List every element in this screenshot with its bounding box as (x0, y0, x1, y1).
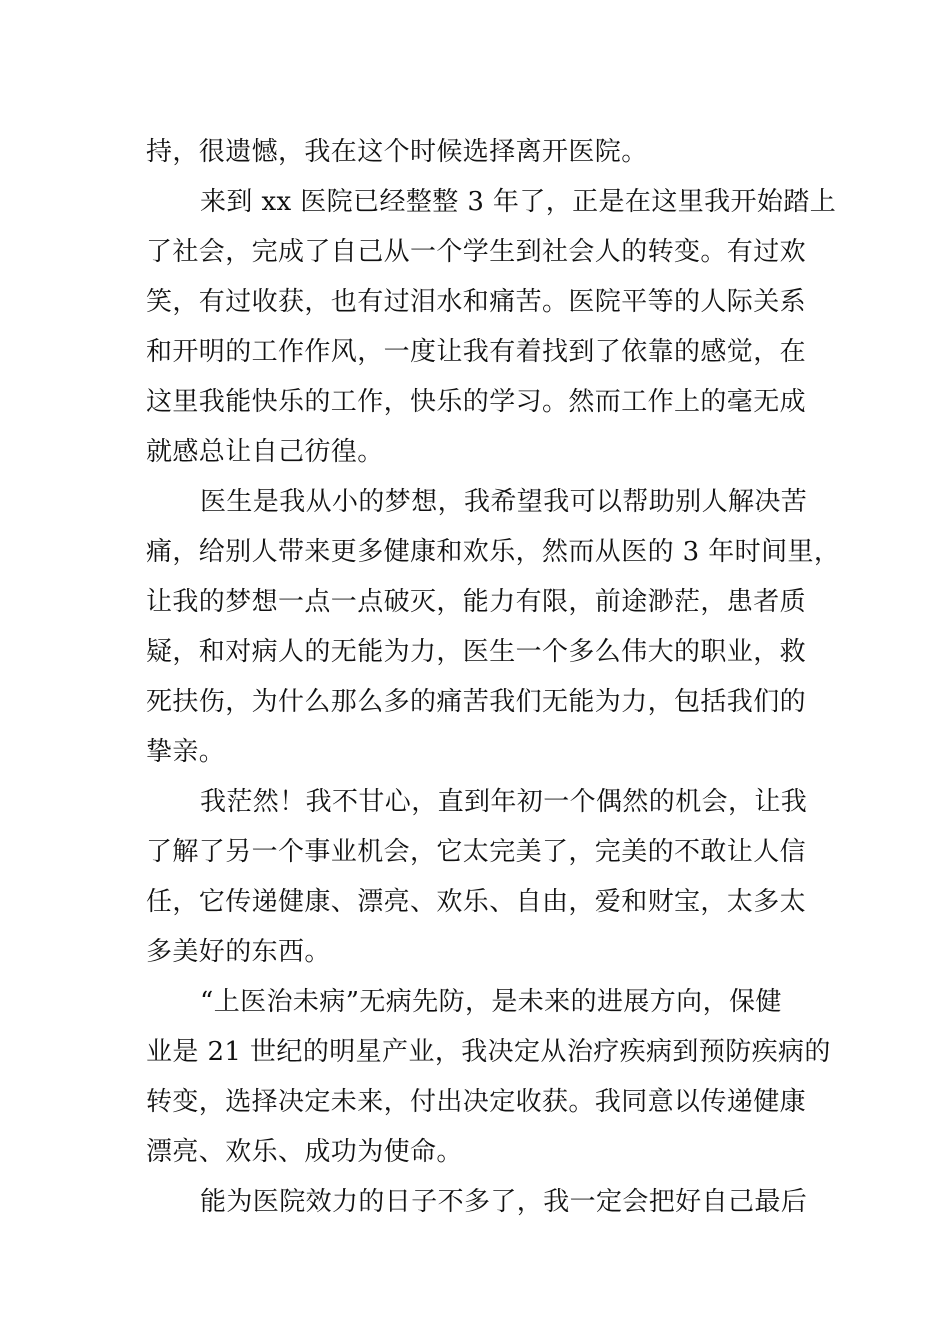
text-line: 痛，给别人带来更多健康和欢乐，然而从医的 3 年时间里， (146, 537, 841, 567)
text-line: 漂亮、欢乐、成功为使命。 (146, 1137, 463, 1167)
text-line: 死扶伤，为什么那么多的痛苦我们无能为力，包括我们的 (146, 687, 807, 717)
text-line: 笑，有过收获，也有过泪水和痛苦。医院平等的人际关系 (146, 287, 807, 317)
text-line: 持，很遗憾，我在这个时候选择离开医院。 (146, 137, 648, 167)
body-text (146, 127, 841, 1227)
text-line: 业是 21 世纪的明星产业，我决定从治疗疾病到预防疾病的 (146, 1037, 831, 1067)
text-line: 挚亲。 (146, 737, 226, 767)
text-line: 疑，和对病人的无能为力，医生一个多么伟大的职业，救 (146, 637, 807, 667)
text-line: 了社会，完成了自己从一个学生到社会人的转变。有过欢 (146, 237, 807, 267)
paragraph-first-line: 能为医院效力的日子不多了，我一定会把好自己最后 (200, 1187, 808, 1217)
text-line: 任，它传递健康、漂亮、欢乐、自由，爱和财宝，太多太 (146, 887, 807, 917)
paragraph-first-line: “上医治未病”无病先防，是未来的进展方向，保健 (200, 987, 782, 1017)
text-line: 和开明的工作作风，一度让我有着找到了依靠的感觉，在 (146, 337, 807, 367)
text-line: 多美好的东西。 (146, 937, 331, 967)
text-line: 了解了另一个事业机会，它太完美了，完美的不敢让人信 (146, 837, 807, 867)
paragraph-first-line: 来到 xx 医院已经整整 3 年了，正是在这里我开始踏上 (200, 187, 837, 217)
text-line: 让我的梦想一点一点破灭，能力有限，前途渺茫，患者质 (146, 587, 807, 617)
text-line: 转变，选择决定未来，付出决定收获。我同意以传递健康 (146, 1087, 807, 1117)
paragraph-first-line: 医生是我从小的梦想，我希望我可以帮助别人解决苦 (200, 487, 808, 517)
paragraph-first-line: 我茫然！我不甘心，直到年初一个偶然的机会，让我 (200, 787, 808, 817)
text-line: 就感总让自己彷徨。 (146, 437, 384, 467)
text-line: 这里我能快乐的工作，快乐的学习。然而工作上的毫无成 (146, 387, 807, 417)
